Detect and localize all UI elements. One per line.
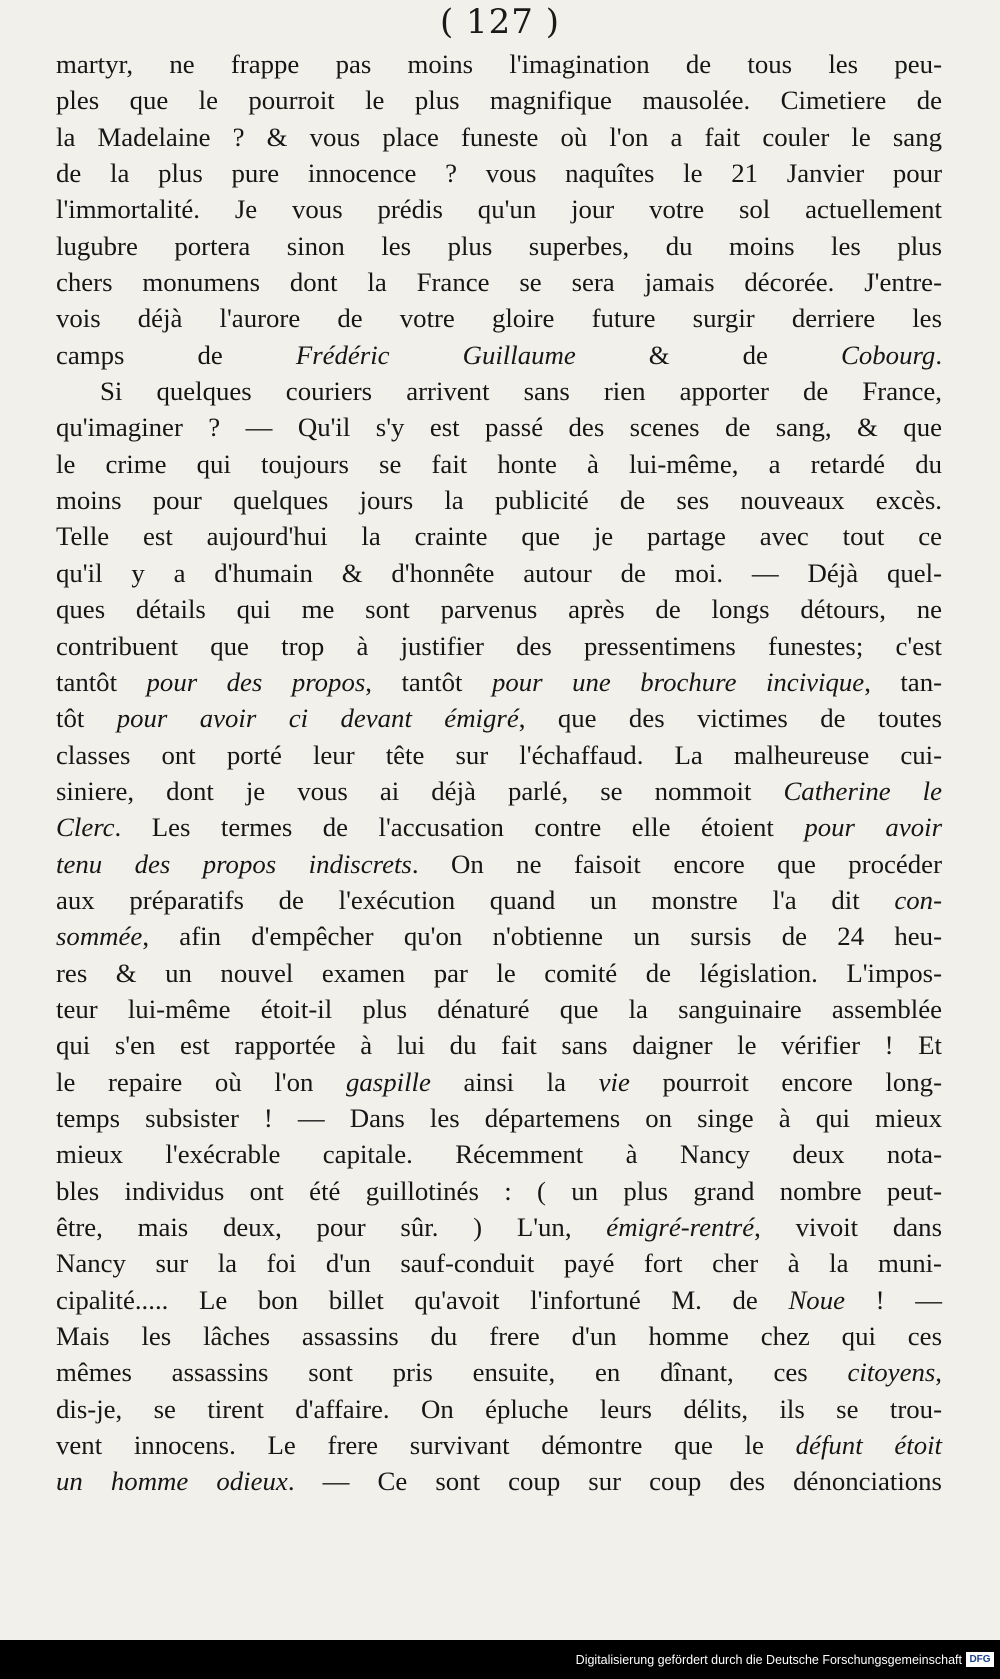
italic-text: Noue bbox=[788, 1284, 846, 1315]
text-line bbox=[56, 773, 942, 809]
italic-text: sommée bbox=[56, 921, 143, 952]
italic-text: pour avoir bbox=[804, 812, 943, 843]
text-segment: . — Ce sont coup sur coup des dénonciations bbox=[287, 1466, 942, 1497]
text-line bbox=[56, 628, 942, 664]
footer-credit: Digitalisierung gefördert durch die Deutsche Forschungsgemeinschaft bbox=[575, 1653, 962, 1667]
italic-text: Frédéric Guillaume bbox=[295, 339, 576, 370]
text-line bbox=[56, 373, 942, 409]
text-segment: lugubre portera sinon les plus superbes, du moins les plus bbox=[56, 230, 942, 261]
text-line bbox=[56, 82, 942, 118]
text-segment: le repaire où l'on bbox=[56, 1066, 346, 1097]
text-line bbox=[56, 846, 942, 882]
text-line bbox=[56, 555, 942, 591]
italic-text: Cobourg bbox=[841, 339, 936, 370]
text-segment: pourroit encore long- bbox=[629, 1066, 942, 1097]
text-segment: de la plus pure innocence ? vous naquîtes le 21 Janvier pour bbox=[56, 158, 942, 189]
text-line bbox=[56, 518, 942, 554]
text-segment: classes ont porté leur tête sur l'échaffaud. La malheureuse cui- bbox=[56, 739, 942, 770]
italic-text: con- bbox=[894, 884, 942, 915]
text-line bbox=[56, 737, 942, 773]
text-segment: res & un nouvel examen par le comité de législation. L'impos- bbox=[56, 957, 942, 988]
text-segment: ainsi la bbox=[430, 1066, 599, 1097]
footer-bar bbox=[0, 1640, 1000, 1679]
italic-text: Catherine le bbox=[783, 775, 942, 806]
text-line bbox=[56, 1463, 942, 1499]
text-line bbox=[56, 1173, 942, 1209]
text-segment: qu'il y a d'humain & d'honnête autour de moi. — Déjà quel- bbox=[56, 557, 942, 588]
text-segment: ques détails qui me sont parvenus après de longs détours, ne bbox=[56, 594, 942, 625]
text-segment: , afin d'empêcher qu'on n'obtienne un sursis de 24 heu- bbox=[142, 921, 942, 952]
text-segment: . Les termes de l'accusation contre elle étoient bbox=[114, 812, 805, 843]
text-line bbox=[56, 955, 942, 991]
text-line bbox=[56, 700, 942, 736]
text-segment: mieux l'exécrable capitale. Récemment à Nancy deux nota- bbox=[56, 1139, 942, 1170]
text-line bbox=[56, 591, 942, 627]
text-line bbox=[56, 1209, 942, 1245]
text-line bbox=[56, 264, 942, 300]
text-segment: , tan- bbox=[864, 666, 943, 697]
italic-text: vie bbox=[598, 1066, 630, 1097]
text-line bbox=[56, 482, 942, 518]
italic-text: pour une brochure incivique bbox=[491, 666, 865, 697]
italic-text: un homme odieux bbox=[56, 1466, 288, 1497]
text-segment: , bbox=[935, 1357, 942, 1388]
text-segment: moins pour quelques jours la publicité de ses nouveaux excès. bbox=[56, 485, 942, 516]
text-segment: siniere, dont je vous ai déjà parlé, se nommoit bbox=[56, 775, 784, 806]
text-line bbox=[56, 446, 942, 482]
text-line bbox=[56, 882, 942, 918]
text-line bbox=[56, 119, 942, 155]
text-segment: l'immortalité. Je vous prédis qu'un jour votre sol actuellement bbox=[56, 194, 942, 225]
text-segment: tôt bbox=[56, 703, 117, 734]
text-line bbox=[56, 1136, 942, 1172]
text-line bbox=[56, 300, 942, 336]
text-segment: temps subsister ! — Dans les départemens on singe à qui mieux bbox=[56, 1102, 942, 1133]
italic-text: pour avoir ci devant émigré bbox=[116, 703, 519, 734]
text-line bbox=[56, 1427, 942, 1463]
text-segment: tantôt bbox=[56, 666, 147, 697]
italic-text: citoyens bbox=[847, 1357, 936, 1388]
text-line bbox=[56, 1318, 942, 1354]
text-line bbox=[56, 991, 942, 1027]
text-segment: martyr, ne frappe pas moins l'imagination de tous les peu- bbox=[56, 49, 942, 79]
text-line bbox=[56, 1282, 942, 1318]
text-line bbox=[56, 1391, 942, 1427]
text-line bbox=[56, 664, 942, 700]
text-segment: , vivoit dans bbox=[754, 1212, 942, 1242]
text-segment: teur lui-même étoit-il plus dénaturé que la sanguinaire assemblée bbox=[56, 993, 942, 1024]
text-segment: chers monumens dont la France se sera jamais décorée. J'entre- bbox=[56, 267, 942, 298]
text-segment: contribuent que trop à justifier des pressentimens funestes; c'est bbox=[56, 630, 942, 661]
text-line bbox=[56, 409, 942, 445]
dfg-logo-icon: DFG bbox=[966, 1652, 994, 1667]
text-line bbox=[56, 1100, 942, 1136]
text-segment: bles individus ont été guillotinés : ( un plus grand nombre peut- bbox=[56, 1175, 942, 1206]
text-line bbox=[56, 1064, 942, 1100]
text-line bbox=[56, 1354, 942, 1390]
text-segment: mêmes assassins sont pris ensuite, en dînant, ces bbox=[56, 1357, 848, 1388]
text-line bbox=[56, 228, 942, 264]
text-segment: . On ne faisoit encore que procéder bbox=[411, 848, 943, 879]
text-segment: , tantôt bbox=[365, 666, 492, 697]
italic-text: émigré-rentré bbox=[606, 1212, 755, 1242]
text-segment: ples que le pourroit le plus magnifique mausolée. Cimetiere de bbox=[56, 85, 942, 116]
text-segment: dis-je, se tirent d'affaire. On épluche leurs délits, ils se trou- bbox=[56, 1393, 942, 1424]
italic-text: tenu des propos indiscrets bbox=[56, 848, 412, 879]
text-segment: , que des victimes de toutes bbox=[518, 703, 942, 734]
italic-text: défunt étoit bbox=[795, 1430, 942, 1461]
text-segment: aux préparatifs de l'exécution quand un monstre l'a dit bbox=[56, 884, 895, 915]
text-line bbox=[56, 337, 942, 373]
text-segment: & de bbox=[575, 339, 841, 370]
text-line bbox=[56, 809, 942, 845]
text-segment: Mais les lâches assassins du frere d'un homme chez qui ces bbox=[56, 1321, 942, 1352]
italic-text: gaspille bbox=[346, 1066, 431, 1097]
text-segment: camps de bbox=[56, 339, 296, 370]
text-segment: être, mais deux, pour sûr. ) L'un, bbox=[56, 1212, 607, 1242]
text-line bbox=[56, 155, 942, 191]
page-number: ( 127 ) bbox=[439, 2, 561, 42]
text-line bbox=[56, 1027, 942, 1063]
text-line bbox=[56, 46, 942, 82]
text-segment: ! — bbox=[845, 1284, 942, 1315]
text-line bbox=[56, 918, 942, 954]
text-segment: vent innocens. Le frere survivant démontre que le bbox=[56, 1430, 796, 1461]
text-segment: Nancy sur la foi d'un sauf-conduit payé fort cher à la muni- bbox=[56, 1248, 942, 1279]
text-segment: la Madelaine ? & vous place funeste où l'on a fait couler le sang bbox=[56, 121, 942, 152]
body-text bbox=[56, 46, 942, 1500]
text-segment: Telle est aujourd'hui la crainte que je partage avec tout ce bbox=[56, 521, 942, 552]
text-segment: vois déjà l'aurore de votre gloire future surgir derriere les bbox=[56, 303, 942, 334]
bleed-through-shadow bbox=[60, 1568, 940, 1594]
text-segment: qui s'en est rapportée à lui du fait sans daigner le vérifier ! Et bbox=[56, 1030, 942, 1061]
text-segment: Si quelques couriers arrivent sans rien apporter de France, bbox=[100, 376, 942, 407]
italic-text: pour des propos bbox=[146, 666, 366, 697]
text-segment: cipalité..... Le bon billet qu'avoit l'infortuné M. de bbox=[56, 1284, 789, 1315]
text-segment: qu'imaginer ? — Qu'il s'y est passé des scenes de sang, & que bbox=[56, 412, 942, 443]
text-segment: le crime qui toujours se fait honte à lui-même, a retardé du bbox=[56, 448, 942, 479]
italic-text: Clerc bbox=[56, 812, 115, 843]
text-segment: . bbox=[935, 339, 943, 370]
text-line bbox=[56, 191, 942, 227]
text-line bbox=[56, 1245, 942, 1281]
